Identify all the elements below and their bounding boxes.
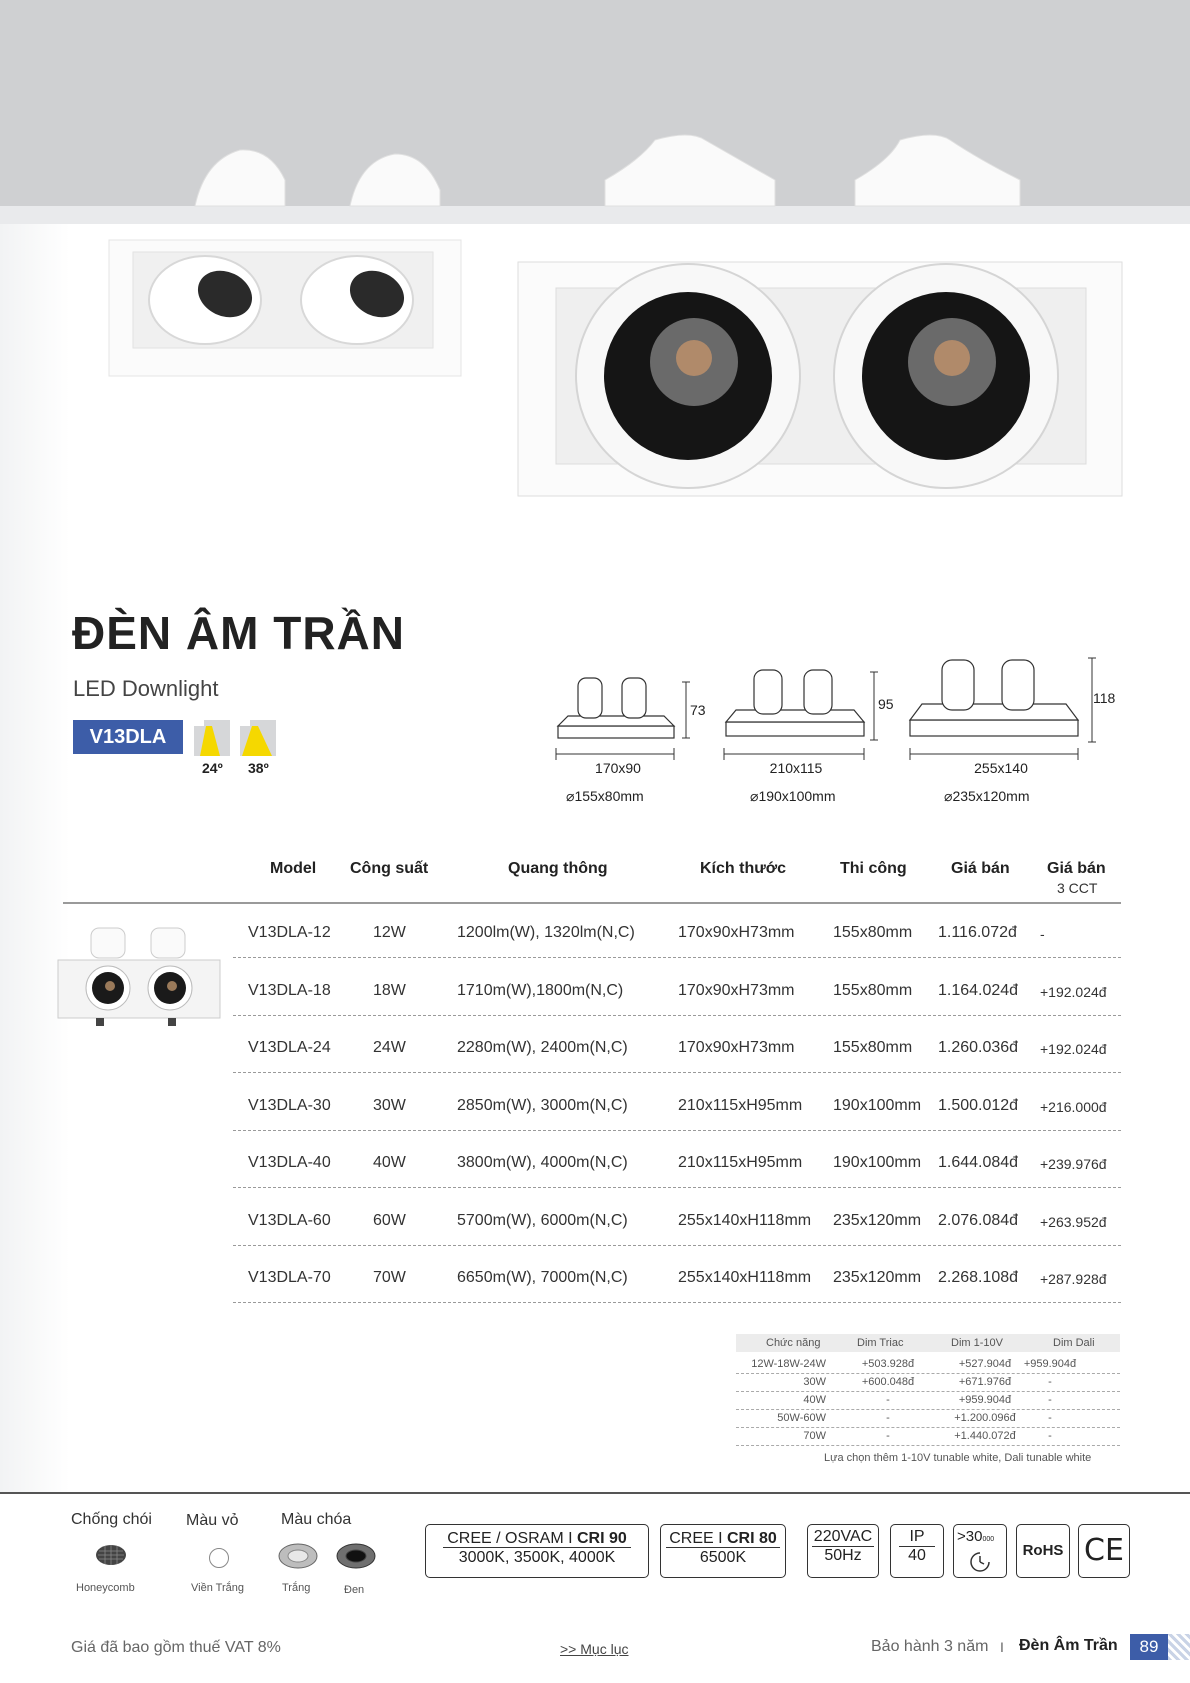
spec-ip-value: 40 (908, 1547, 926, 1564)
spec-lifetime (957, 1528, 1006, 1545)
table-cell: 2850m(W), 3000m(N,C) (457, 1096, 628, 1114)
table-cell: 24W (373, 1039, 406, 1056)
table-cell: 2280m(W), 2400m(N,C) (457, 1039, 628, 1056)
spec-voltage-box (807, 1524, 879, 1578)
table-row-divider (233, 1072, 1121, 1073)
option-reflector-white: Trắng (282, 1582, 311, 1594)
spec-cri90-brand: CREE / OSRAM I (447, 1530, 577, 1547)
spec-cri80-cct: 6500K (699, 1549, 747, 1566)
dim-table-cell: 40W (803, 1394, 826, 1406)
table-cell: V13DLA-12 (248, 924, 331, 941)
option-reflector-title: Màu chóa (281, 1511, 352, 1528)
table-cell: +239.976đ (1040, 1156, 1107, 1172)
dim-table-cell: - (886, 1394, 890, 1406)
page-subtitle: LED Downlight (73, 676, 219, 701)
th-cutout: Thi công (840, 860, 907, 877)
white-rim-swatch-icon (208, 1547, 230, 1569)
cutout-icon: ⌀ (750, 788, 759, 804)
spec-lifetime-value: >30 (957, 1528, 983, 1545)
dim-table-cell: - (1048, 1394, 1052, 1406)
table-cell: 1.644.084đ (938, 1154, 1019, 1171)
table-cell: +192.024đ (1040, 1041, 1107, 1057)
cutout-2 (750, 788, 870, 805)
beam-38-icon (240, 720, 276, 756)
table-cell: 2.268.108đ (938, 1269, 1019, 1286)
spec-cri90-line1 (426, 1530, 648, 1548)
table-cell: 40W (373, 1154, 406, 1171)
table-cell: 1.500.012đ (938, 1096, 1019, 1114)
dim-th-triac: Dim Triac (857, 1337, 904, 1349)
th-lumen: Quang thông (508, 860, 608, 877)
white-reflector-icon (278, 1542, 318, 1570)
table-cell: 12W (373, 924, 406, 941)
table-cell: 255x140xH118mm (678, 1269, 812, 1286)
beam-angle-24: 24º (202, 760, 223, 776)
dim-table-row-divider (736, 1427, 1120, 1428)
table-cell: V13DLA-24 (248, 1039, 331, 1056)
cutout-2-value: 190x100mm (758, 788, 836, 804)
table-cell: 6650m(W), 7000m(N,C) (457, 1269, 628, 1286)
table-cell: 155x80mm (833, 924, 913, 941)
th-price: Giá bán (951, 860, 1010, 877)
dim-table-row-divider (736, 1445, 1120, 1446)
table-cell: 3800m(W), 4000m(N,C) (457, 1154, 628, 1171)
table-cell: 155x80mm (833, 1039, 913, 1056)
dim-table-cell: - (1048, 1430, 1052, 1442)
table-cell: V13DLA-40 (248, 1154, 331, 1171)
clock-icon (968, 1551, 992, 1573)
footer-separator: I (1000, 1639, 1004, 1655)
footer-rule (0, 1492, 1190, 1494)
table-cell: 170x90xH73mm (678, 1039, 795, 1056)
ce-badge: CE (1078, 1524, 1130, 1578)
spec-cri90-value: CRI 90 (577, 1530, 627, 1547)
rohs-badge: RoHS (1016, 1524, 1070, 1578)
spec-cri80-box (660, 1524, 786, 1578)
page-edge-pattern (1168, 1634, 1190, 1660)
product-thumbnail (56, 924, 222, 1034)
beam-24-icon (194, 720, 230, 756)
dim-size-2: 210x115 (769, 760, 823, 776)
table-cell: +263.952đ (1040, 1213, 1107, 1230)
table-row-divider (233, 1302, 1121, 1303)
table-row-divider (233, 1245, 1121, 1246)
dim-table-cell: +1.440.072đ (954, 1430, 1016, 1442)
dim-height-2: 95 (878, 696, 894, 712)
page-number: 89 (1130, 1634, 1168, 1660)
spec-cri80-value: CRI 80 (727, 1530, 777, 1547)
th-power: Công suất (350, 860, 429, 877)
black-reflector-icon (336, 1542, 376, 1570)
dim-table-cell: 50W-60W (777, 1412, 826, 1424)
table-cell: +192.024đ (1040, 983, 1107, 1000)
warranty-text: Bảo hành 3 năm (871, 1638, 989, 1655)
vat-note: Giá đã bao gồm thuế VAT 8% (71, 1639, 281, 1656)
dim-table-note: Lựa chọn thêm 1-10V tunable white, Dali tunable white (824, 1452, 1092, 1464)
th-model: Model (270, 860, 317, 877)
table-cell: +287.928đ (1040, 1271, 1107, 1287)
option-glare-title: Chống chói (71, 1511, 152, 1528)
dim-th-function: Chức năng (766, 1337, 821, 1349)
dim-table-cell: +600.048đ (861, 1376, 915, 1388)
hero-lamp-tops-image (0, 120, 1190, 210)
dim-table-cell: - (886, 1412, 890, 1424)
table-cell: 70W (373, 1269, 406, 1286)
table-cell: 1.260.036đ (938, 1039, 1019, 1056)
left-margin-fade (0, 224, 70, 1494)
dim-table-cell: 30W (803, 1376, 826, 1388)
spec-cri80-brand: CREE I (669, 1530, 727, 1547)
spec-ip-box (890, 1524, 944, 1578)
spec-lifetime-box (953, 1524, 1007, 1578)
th-price-3cct: Giá bán (1047, 860, 1106, 877)
dim-table-cell: +527.904đ (958, 1358, 1012, 1370)
table-cell: 190x100mm (833, 1096, 922, 1114)
table-cell: 5700m(W), 6000m(N,C) (457, 1211, 628, 1229)
th-size: Kích thước (700, 860, 787, 877)
option-body-label: Viền Trắng (191, 1582, 245, 1594)
dim-th-1-10v: Dim 1-10V (951, 1337, 1003, 1349)
dim-size-3: 255x140 (974, 760, 1028, 776)
dim-table-cell: 12W-18W-24W (751, 1358, 826, 1370)
option-glare-label: Honeycomb (76, 1582, 135, 1594)
table-cell: 210x115xH95mm (678, 1096, 803, 1114)
product-photo-large (516, 258, 1126, 500)
product-code-badge: V13DLA (73, 720, 183, 754)
dim-table-cell: - (1048, 1376, 1052, 1388)
table-header-rule (63, 902, 1121, 904)
table-cell: 210x115xH95mm (678, 1154, 803, 1171)
dim-table-cell: +503.928đ (861, 1358, 915, 1370)
th-price-3cct-sub: 3 CCT (1057, 880, 1098, 896)
table-cell: V13DLA-70 (248, 1269, 331, 1286)
cutout-icon: ⌀ (566, 788, 575, 804)
table-cell: 235x120mm (833, 1211, 922, 1229)
table-row-divider (233, 1187, 1121, 1188)
table-cell: 2.076.084đ (938, 1211, 1019, 1229)
dim-table-cell: - (1048, 1412, 1052, 1424)
spec-lifetime-unit: 000 (982, 1536, 995, 1543)
section-name: Đèn Âm Trần (1019, 1637, 1118, 1654)
table-cell: 1200lm(W), 1320lm(N,C) (457, 924, 635, 941)
table-row-divider (233, 1130, 1121, 1131)
table-cell: V13DLA-60 (248, 1211, 331, 1229)
spec-cri90-box (425, 1524, 649, 1578)
table-cell: 190x100mm (833, 1154, 922, 1171)
cutout-1-value: 155x80mm (574, 788, 644, 804)
table-cell: 255x140xH118mm (678, 1211, 812, 1229)
cutout-1 (566, 788, 676, 805)
table-row-divider (233, 1015, 1121, 1016)
table-cell: 60W (373, 1211, 406, 1229)
table-cell: - (1040, 926, 1045, 942)
dim-table-cell: +1.200.096đ (954, 1412, 1016, 1424)
toc-link[interactable]: >> Mục lục (560, 1641, 629, 1657)
dim-height-1: 73 (690, 702, 706, 718)
option-body-title: Màu vỏ (186, 1512, 239, 1529)
product-photo-small (105, 236, 465, 380)
beam-angle-38: 38º (248, 760, 269, 776)
dim-size-1: 170x90 (595, 760, 641, 776)
table-cell: 1710m(W),1800m(N,C) (457, 981, 624, 999)
dim-th-dali: Dim Dali (1053, 1337, 1095, 1349)
dim-height-3: 118 (1093, 690, 1116, 706)
dimension-drawings (548, 650, 1188, 770)
table-cell: 18W (373, 981, 406, 999)
table-cell: 235x120mm (833, 1269, 922, 1286)
table-cell: 155x80mm (833, 981, 913, 999)
dim-table-cell: +959.904đ (1023, 1358, 1077, 1370)
page-title: ĐÈN ÂM TRẦN (72, 607, 405, 659)
spec-ip-label: IP (899, 1528, 935, 1547)
option-reflector-black: Đen (344, 1584, 365, 1596)
table-row-divider (233, 957, 1121, 958)
table-cell: V13DLA-18 (248, 981, 331, 999)
table-cell: 170x90xH73mm (678, 924, 795, 941)
dim-table-cell: - (886, 1430, 890, 1442)
dim-table-cell: +959.904đ (958, 1394, 1012, 1406)
dim-table-cell: 70W (803, 1430, 826, 1442)
spec-cri90-cct: 3000K, 3500K, 4000K (458, 1549, 616, 1566)
table-cell: 1.116.072đ (938, 924, 1017, 941)
table-cell: 30W (373, 1096, 406, 1114)
cutout-3 (944, 788, 1064, 805)
dim-table-row-divider (736, 1409, 1120, 1410)
dim-table-row-divider (736, 1391, 1120, 1392)
dim-table-row-divider (736, 1373, 1120, 1374)
table-cell: +216.000đ (1040, 1098, 1107, 1115)
table-cell: 1.164.024đ (938, 981, 1019, 999)
dim-table-cell: +671.976đ (958, 1376, 1012, 1388)
spec-cri80-line1 (661, 1530, 785, 1548)
spec-voltage: 220VAC (813, 1528, 873, 1545)
table-cell: V13DLA-30 (248, 1096, 331, 1114)
cutout-3-value: 235x120mm (952, 788, 1030, 804)
honeycomb-icon (95, 1544, 127, 1566)
spec-frequency: 50Hz (824, 1547, 862, 1564)
cutout-icon: ⌀ (944, 788, 953, 804)
table-cell: 170x90xH73mm (678, 981, 795, 999)
